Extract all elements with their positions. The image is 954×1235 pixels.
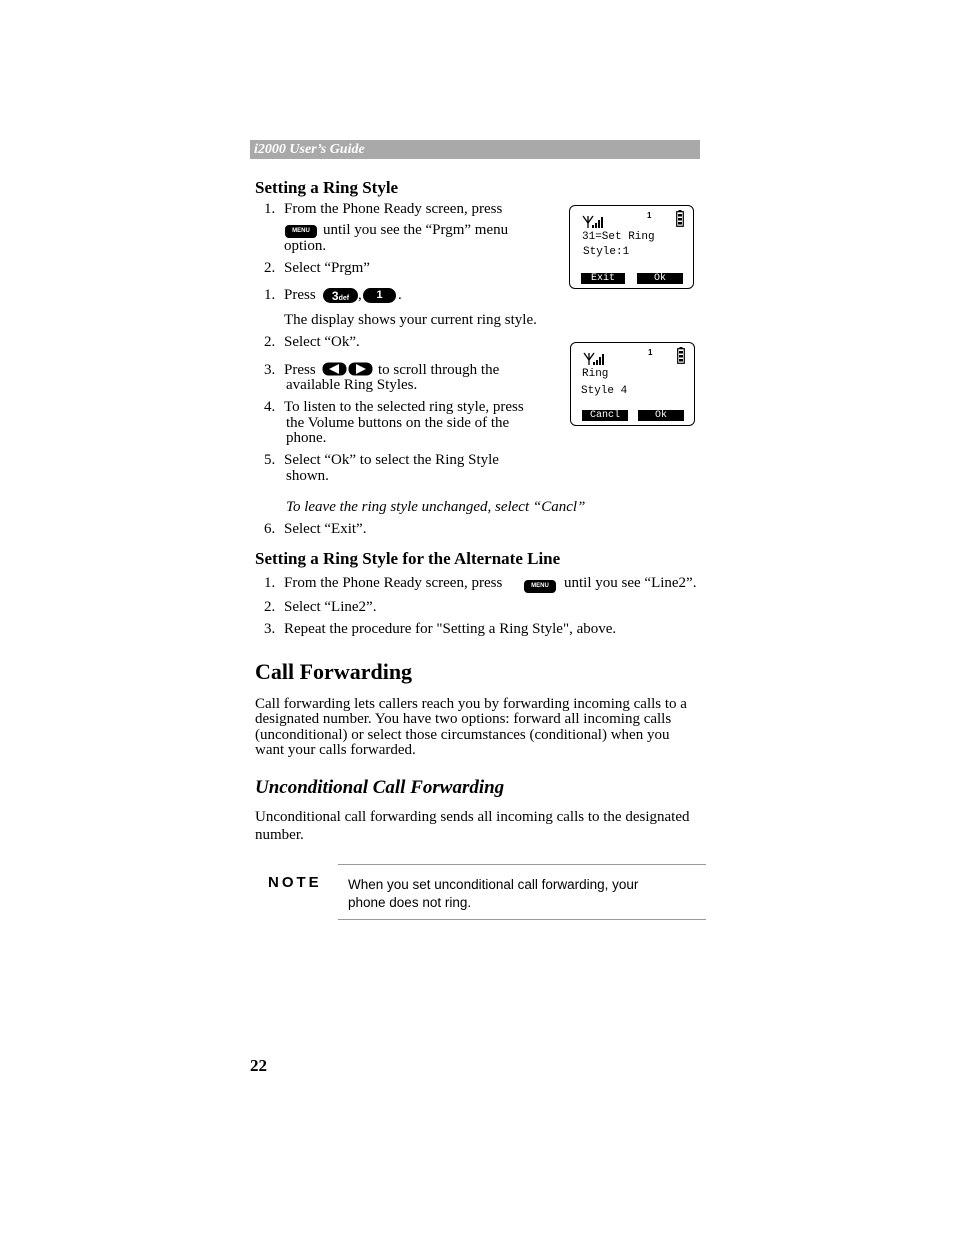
lcd-line-1: Ring: [582, 368, 609, 380]
step-text: Select “Ok” to select the Ring Style: [284, 452, 499, 468]
running-header-title: i2000 User’s Guide: [254, 142, 365, 157]
step-number: 4.: [264, 399, 276, 415]
page-number: 22: [250, 1056, 267, 1075]
step-text: From the Phone Ready screen, press: [284, 201, 503, 217]
signal-strength-icon: [582, 215, 604, 229]
step-number: 1.: [264, 201, 276, 217]
lcd-line-2: Style 4: [581, 385, 628, 397]
step-number: 1.: [264, 575, 276, 591]
period: .: [398, 287, 402, 303]
key-3-def-icon: 3def: [323, 288, 358, 303]
signal-strength-icon: [583, 352, 605, 366]
lcd-line-1: 31=Set Ring: [582, 231, 655, 243]
paragraph-line: (unconditional) or select those circumstances (conditional) when you: [255, 727, 670, 743]
step-number: 2.: [264, 599, 276, 615]
softkey-ok: Ok: [638, 410, 684, 421]
step-text: until you see “Line2”.: [564, 575, 697, 591]
section-heading-ring-style: Setting a Ring Style: [255, 178, 399, 197]
step-number: 3.: [264, 362, 276, 378]
note-text-line: When you set unconditional call forwarding, your: [348, 877, 639, 892]
comma: ,: [358, 287, 362, 303]
note-bottom-rule: [338, 919, 706, 920]
battery-icon: [676, 210, 684, 227]
softkey-cancl: Cancl: [582, 410, 628, 421]
step-text: Select “Exit”.: [284, 521, 367, 537]
section-heading-unconditional: Unconditional Call Forwarding: [255, 777, 505, 798]
section-heading-alternate-line: Setting a Ring Style for the Alternate Line: [255, 549, 561, 568]
step-text: Select “Ok”.: [284, 334, 360, 350]
note-text-line: phone does not ring.: [348, 895, 472, 910]
note-top-rule: [338, 864, 706, 865]
step-number: 2.: [264, 334, 276, 350]
step-number: 5.: [264, 452, 276, 468]
italic-note: To leave the ring style unchanged, select “Cancl”: [286, 499, 586, 515]
line-indicator: 1: [648, 348, 653, 357]
paragraph-line: number.: [255, 827, 304, 843]
line-indicator: 1: [647, 211, 652, 220]
step-number: 1.: [264, 287, 276, 303]
paragraph-line: want your calls forwarded.: [255, 742, 416, 758]
step-text: option.: [284, 238, 327, 254]
section-heading-call-forwarding: Call Forwarding: [255, 659, 413, 684]
paragraph-line: Call forwarding lets callers reach you by forwarding incoming calls to a: [255, 696, 687, 712]
step-text: to scroll through the: [378, 362, 500, 378]
step-text: Press: [284, 287, 316, 303]
note-label: NOTE: [268, 874, 322, 891]
step-number: 2.: [264, 260, 276, 276]
phone-display-1: [569, 205, 694, 289]
paragraph-line: designated number. You have two options: forward all incoming calls: [255, 711, 672, 727]
menu-key-icon: MENU: [524, 577, 556, 595]
step-text: the Volume buttons on the side of the: [286, 415, 510, 431]
key-1-icon: 1: [363, 288, 396, 303]
step-text: Select “Prgm”: [284, 260, 370, 276]
step-text: available Ring Styles.: [286, 377, 418, 393]
step-text: From the Phone Ready screen, press: [284, 575, 503, 591]
step-text: phone.: [286, 430, 327, 446]
step-text: until you see the “Prgm” menu: [323, 222, 509, 238]
step-text: Select “Line2”.: [284, 599, 377, 615]
step-number: 3.: [264, 621, 276, 637]
softkey-exit: Exit: [581, 273, 625, 284]
menu-key-icon: MENU: [285, 222, 317, 240]
lcd-line-2: Style:1: [583, 246, 630, 258]
step-text: Press: [284, 362, 316, 378]
step-text: shown.: [286, 468, 329, 484]
step-note: The display shows your current ring style.: [284, 312, 537, 328]
softkey-ok: Ok: [637, 273, 683, 284]
step-number: 6.: [264, 521, 276, 537]
battery-icon: [677, 347, 685, 364]
phone-display-2: [570, 342, 695, 426]
step-text: Repeat the procedure for "Setting a Ring Style", above.: [284, 621, 617, 637]
step-text: To listen to the selected ring style, press: [284, 399, 524, 415]
paragraph-line: Unconditional call forwarding sends all incoming calls to the designated: [255, 809, 690, 825]
